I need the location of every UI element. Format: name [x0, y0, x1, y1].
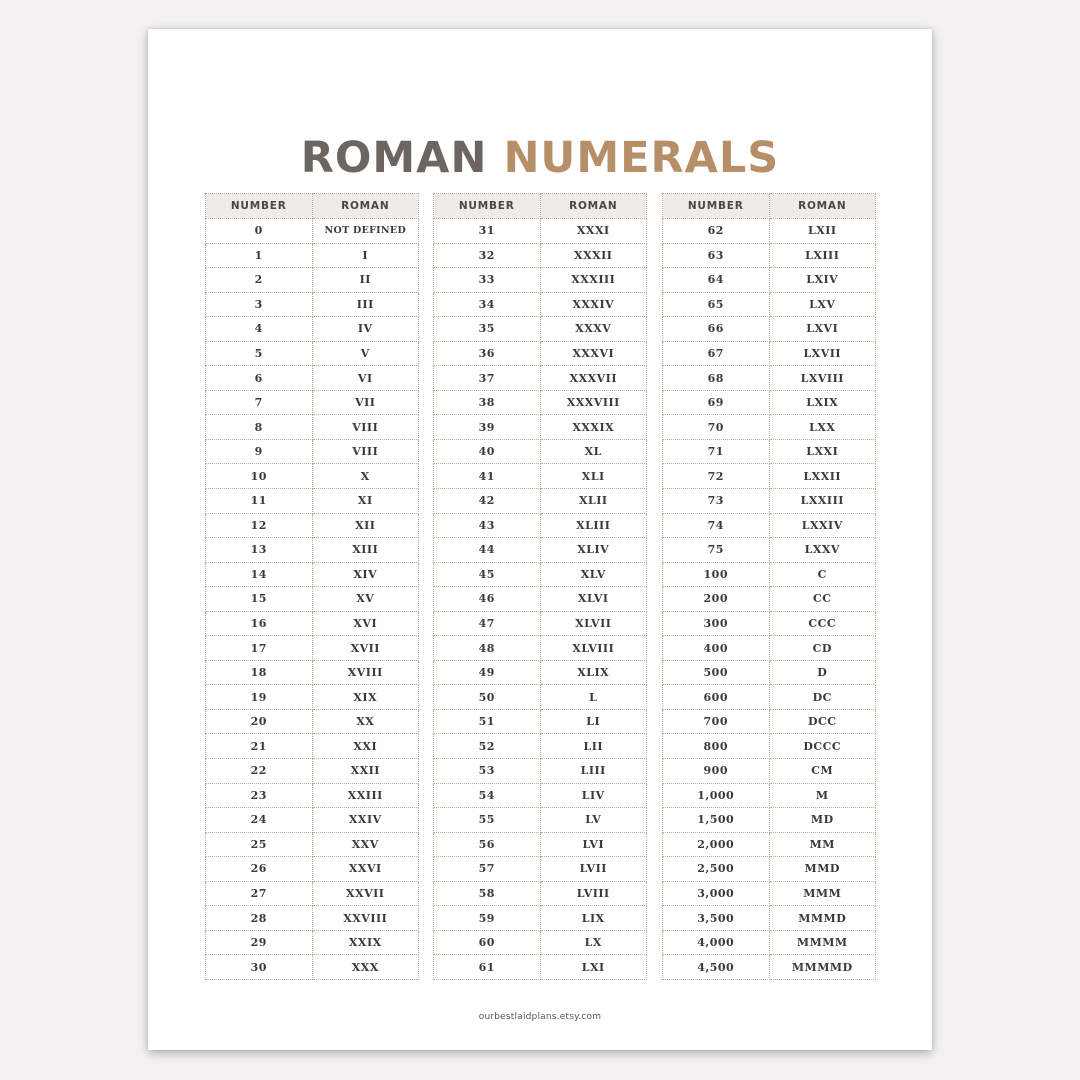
table-row	[434, 587, 647, 612]
number-cell: 200	[663, 587, 770, 612]
numerals-table-1	[205, 193, 419, 980]
roman-cell: XLI	[540, 464, 647, 489]
roman-cell: XVI	[312, 611, 419, 636]
roman-cell: LXXIII	[769, 489, 876, 514]
number-cell: 52	[434, 734, 541, 759]
number-column-header: NUMBER	[663, 194, 770, 219]
number-cell: 6	[206, 366, 313, 391]
table-row	[206, 292, 419, 317]
number-cell: 100	[663, 562, 770, 587]
roman-cell: CD	[769, 636, 876, 661]
number-cell: 4	[206, 317, 313, 342]
table-row	[663, 930, 876, 955]
roman-cell: LII	[540, 734, 647, 759]
number-cell: 20	[206, 709, 313, 734]
number-cell: 800	[663, 734, 770, 759]
numerals-table-3	[662, 193, 876, 980]
number-cell: 3,500	[663, 906, 770, 931]
roman-cell: XLIII	[540, 513, 647, 538]
table-row	[663, 783, 876, 808]
number-cell: 17	[206, 636, 313, 661]
number-cell: 26	[206, 857, 313, 882]
roman-cell: LXII	[769, 219, 876, 244]
number-cell: 51	[434, 709, 541, 734]
number-cell: 9	[206, 439, 313, 464]
roman-cell: LXI	[540, 955, 647, 980]
roman-column-header: ROMAN	[312, 194, 419, 219]
number-cell: 24	[206, 808, 313, 833]
number-cell: 27	[206, 881, 313, 906]
number-cell: 73	[663, 489, 770, 514]
roman-cell: LVIII	[540, 881, 647, 906]
number-cell: 13	[206, 538, 313, 563]
number-column-header: NUMBER	[206, 194, 313, 219]
number-cell: 18	[206, 660, 313, 685]
table-row	[434, 268, 647, 293]
roman-cell: DCCC	[769, 734, 876, 759]
roman-cell: XXIII	[312, 783, 419, 808]
table-row	[663, 341, 876, 366]
roman-cell: VI	[312, 366, 419, 391]
roman-cell: LXV	[769, 292, 876, 317]
number-cell: 45	[434, 562, 541, 587]
roman-cell: XXXI	[540, 219, 647, 244]
number-cell: 71	[663, 439, 770, 464]
table-row	[663, 587, 876, 612]
table-row	[434, 243, 647, 268]
table-row	[434, 219, 647, 244]
roman-cell: LXVIII	[769, 366, 876, 391]
roman-cell: XV	[312, 587, 419, 612]
roman-cell: XVII	[312, 636, 419, 661]
number-cell: 67	[663, 341, 770, 366]
table-row	[434, 464, 647, 489]
table-row	[663, 439, 876, 464]
roman-cell: NOT DEFINED	[312, 219, 419, 244]
table-row	[663, 562, 876, 587]
roman-cell: MMMMD	[769, 955, 876, 980]
number-cell: 5	[206, 341, 313, 366]
table-row	[434, 611, 647, 636]
roman-cell: XVIII	[312, 660, 419, 685]
number-cell: 48	[434, 636, 541, 661]
table-row	[434, 955, 647, 980]
roman-cell: XLVIII	[540, 636, 647, 661]
number-cell: 38	[434, 390, 541, 415]
number-cell: 36	[434, 341, 541, 366]
table-header-row	[206, 194, 419, 219]
number-cell: 31	[434, 219, 541, 244]
roman-cell: XXXV	[540, 317, 647, 342]
table-row	[663, 538, 876, 563]
roman-cell: XLIV	[540, 538, 647, 563]
roman-cell: IV	[312, 317, 419, 342]
roman-cell: MMM	[769, 881, 876, 906]
number-cell: 43	[434, 513, 541, 538]
roman-cell: C	[769, 562, 876, 587]
table-row	[206, 759, 419, 784]
roman-cell: XXXVIII	[540, 390, 647, 415]
number-cell: 46	[434, 587, 541, 612]
table-row	[434, 489, 647, 514]
roman-cell: XXXIX	[540, 415, 647, 440]
table-row	[434, 636, 647, 661]
number-cell: 63	[663, 243, 770, 268]
roman-cell: CM	[769, 759, 876, 784]
table-row	[206, 439, 419, 464]
number-cell: 300	[663, 611, 770, 636]
number-cell: 4,500	[663, 955, 770, 980]
number-cell: 3	[206, 292, 313, 317]
table-row	[663, 832, 876, 857]
number-cell: 4,000	[663, 930, 770, 955]
table-row	[206, 709, 419, 734]
roman-cell: V	[312, 341, 419, 366]
roman-cell: XIX	[312, 685, 419, 710]
table-row	[663, 636, 876, 661]
table-row	[434, 685, 647, 710]
table-row	[206, 611, 419, 636]
roman-cell: VII	[312, 390, 419, 415]
table-row	[434, 513, 647, 538]
number-cell: 37	[434, 366, 541, 391]
roman-cell: X	[312, 464, 419, 489]
number-cell: 29	[206, 930, 313, 955]
roman-cell: LXXII	[769, 464, 876, 489]
table-row	[663, 390, 876, 415]
table-row	[663, 685, 876, 710]
roman-cell: XXIX	[312, 930, 419, 955]
roman-cell: LX	[540, 930, 647, 955]
roman-cell: XLV	[540, 562, 647, 587]
table-row	[434, 857, 647, 882]
table-row	[663, 906, 876, 931]
roman-cell: XXVI	[312, 857, 419, 882]
table-row	[663, 513, 876, 538]
table-row	[663, 243, 876, 268]
roman-cell: XLVII	[540, 611, 647, 636]
roman-cell: DC	[769, 685, 876, 710]
roman-cell: XXI	[312, 734, 419, 759]
roman-cell: XIII	[312, 538, 419, 563]
roman-cell: LXX	[769, 415, 876, 440]
number-cell: 1	[206, 243, 313, 268]
number-cell: 61	[434, 955, 541, 980]
table-row	[663, 366, 876, 391]
number-cell: 64	[663, 268, 770, 293]
number-cell: 19	[206, 685, 313, 710]
roman-cell: XLIX	[540, 660, 647, 685]
table-row	[434, 709, 647, 734]
roman-cell: CC	[769, 587, 876, 612]
document-page	[148, 29, 932, 1050]
roman-cell: III	[312, 292, 419, 317]
roman-column-header: ROMAN	[540, 194, 647, 219]
number-cell: 32	[434, 243, 541, 268]
roman-cell: XXX	[312, 955, 419, 980]
number-cell: 2	[206, 268, 313, 293]
title-word-roman: ROMAN	[300, 133, 488, 183]
table-row	[434, 562, 647, 587]
roman-cell: LIII	[540, 759, 647, 784]
number-cell: 1,500	[663, 808, 770, 833]
number-cell: 69	[663, 390, 770, 415]
number-cell: 10	[206, 464, 313, 489]
table-row	[206, 587, 419, 612]
table-row	[434, 759, 647, 784]
number-cell: 34	[434, 292, 541, 317]
roman-column-header: ROMAN	[769, 194, 876, 219]
roman-cell: LVI	[540, 832, 647, 857]
number-cell: 75	[663, 538, 770, 563]
roman-cell: XII	[312, 513, 419, 538]
number-cell: 50	[434, 685, 541, 710]
number-cell: 68	[663, 366, 770, 391]
number-cell: 55	[434, 808, 541, 833]
number-cell: 41	[434, 464, 541, 489]
table-row	[434, 292, 647, 317]
table-row	[434, 906, 647, 931]
number-cell: 44	[434, 538, 541, 563]
roman-cell: MMMD	[769, 906, 876, 931]
roman-cell: XXVII	[312, 881, 419, 906]
number-cell: 3,000	[663, 881, 770, 906]
table-row	[434, 660, 647, 685]
table-row	[206, 930, 419, 955]
table-row	[663, 219, 876, 244]
number-cell: 22	[206, 759, 313, 784]
table-row	[434, 341, 647, 366]
table-row	[663, 660, 876, 685]
number-cell: 0	[206, 219, 313, 244]
table-row	[206, 489, 419, 514]
number-cell: 60	[434, 930, 541, 955]
table-row	[434, 317, 647, 342]
table-row	[663, 464, 876, 489]
number-cell: 47	[434, 611, 541, 636]
page-title	[148, 133, 932, 183]
table-row	[206, 268, 419, 293]
roman-cell: XXIV	[312, 808, 419, 833]
number-cell: 16	[206, 611, 313, 636]
roman-cell: XLII	[540, 489, 647, 514]
table-row	[663, 881, 876, 906]
table-row	[434, 366, 647, 391]
roman-cell: LXVI	[769, 317, 876, 342]
roman-cell: MD	[769, 808, 876, 833]
roman-cell: MM	[769, 832, 876, 857]
number-cell: 58	[434, 881, 541, 906]
roman-cell: LXIII	[769, 243, 876, 268]
number-cell: 72	[663, 464, 770, 489]
roman-cell: D	[769, 660, 876, 685]
number-cell: 12	[206, 513, 313, 538]
number-cell: 8	[206, 415, 313, 440]
roman-cell: XXXVII	[540, 366, 647, 391]
roman-cell: CCC	[769, 611, 876, 636]
number-cell: 49	[434, 660, 541, 685]
roman-cell: XXXVI	[540, 341, 647, 366]
roman-cell: VIII	[312, 415, 419, 440]
number-cell: 74	[663, 513, 770, 538]
table-row	[663, 268, 876, 293]
number-cell: 15	[206, 587, 313, 612]
roman-cell: XXII	[312, 759, 419, 784]
roman-cell: XXXIV	[540, 292, 647, 317]
number-cell: 42	[434, 489, 541, 514]
number-cell: 2,500	[663, 857, 770, 882]
table-row	[434, 439, 647, 464]
table-row	[663, 611, 876, 636]
table-header-row	[434, 194, 647, 219]
roman-cell: VIII	[312, 439, 419, 464]
roman-cell: XLVI	[540, 587, 647, 612]
number-cell: 57	[434, 857, 541, 882]
number-cell: 23	[206, 783, 313, 808]
number-cell: 700	[663, 709, 770, 734]
table-row	[663, 415, 876, 440]
number-cell: 70	[663, 415, 770, 440]
table-row	[206, 808, 419, 833]
roman-cell: LXIX	[769, 390, 876, 415]
roman-cell: LXXV	[769, 538, 876, 563]
number-cell: 400	[663, 636, 770, 661]
table-row	[206, 857, 419, 882]
roman-cell: M	[769, 783, 876, 808]
table-row	[206, 219, 419, 244]
table-row	[206, 464, 419, 489]
number-cell: 25	[206, 832, 313, 857]
number-cell: 2,000	[663, 832, 770, 857]
roman-cell: LIX	[540, 906, 647, 931]
table-row	[434, 390, 647, 415]
table-row	[434, 930, 647, 955]
roman-cell: LV	[540, 808, 647, 833]
table-row	[663, 489, 876, 514]
table-row	[206, 538, 419, 563]
roman-cell: MMD	[769, 857, 876, 882]
table-row	[206, 317, 419, 342]
number-cell: 66	[663, 317, 770, 342]
number-cell: 53	[434, 759, 541, 784]
table-row	[434, 538, 647, 563]
number-cell: 35	[434, 317, 541, 342]
number-cell: 14	[206, 562, 313, 587]
roman-cell: XL	[540, 439, 647, 464]
table-row	[434, 734, 647, 759]
roman-cell: XXVIII	[312, 906, 419, 931]
table-row	[434, 881, 647, 906]
roman-cell: II	[312, 268, 419, 293]
number-cell: 7	[206, 390, 313, 415]
roman-cell: XXV	[312, 832, 419, 857]
table-row	[663, 292, 876, 317]
number-cell: 11	[206, 489, 313, 514]
roman-cell: XIV	[312, 562, 419, 587]
table-row	[206, 881, 419, 906]
number-cell: 33	[434, 268, 541, 293]
number-cell: 56	[434, 832, 541, 857]
table-row	[206, 636, 419, 661]
roman-cell: LI	[540, 709, 647, 734]
table-row	[206, 243, 419, 268]
table-row	[663, 709, 876, 734]
number-cell: 600	[663, 685, 770, 710]
table-row	[663, 759, 876, 784]
roman-cell: LVII	[540, 857, 647, 882]
number-cell: 900	[663, 759, 770, 784]
numerals-table-2	[433, 193, 647, 980]
number-cell: 1,000	[663, 783, 770, 808]
table-row	[206, 783, 419, 808]
table-row	[206, 906, 419, 931]
table-row	[206, 390, 419, 415]
table-row	[663, 808, 876, 833]
table-row	[206, 513, 419, 538]
table-row	[206, 341, 419, 366]
table-row	[434, 415, 647, 440]
table-row	[434, 783, 647, 808]
number-cell: 500	[663, 660, 770, 685]
number-cell: 54	[434, 783, 541, 808]
roman-cell: LIV	[540, 783, 647, 808]
table-row	[434, 808, 647, 833]
table-row	[663, 955, 876, 980]
table-row	[663, 317, 876, 342]
table-row	[206, 415, 419, 440]
table-row	[206, 685, 419, 710]
number-cell: 65	[663, 292, 770, 317]
number-cell: 30	[206, 955, 313, 980]
roman-cell: XXXIII	[540, 268, 647, 293]
table-row	[663, 857, 876, 882]
number-cell: 62	[663, 219, 770, 244]
number-cell: 21	[206, 734, 313, 759]
roman-cell: XI	[312, 489, 419, 514]
table-row	[206, 734, 419, 759]
table-row	[206, 955, 419, 980]
roman-cell: XX	[312, 709, 419, 734]
table-header-row	[663, 194, 876, 219]
table-row	[206, 832, 419, 857]
roman-cell: LXIV	[769, 268, 876, 293]
roman-cell: XXXII	[540, 243, 647, 268]
table-row	[206, 660, 419, 685]
roman-cell: LXXI	[769, 439, 876, 464]
roman-cell: LXVII	[769, 341, 876, 366]
table-row	[663, 734, 876, 759]
table-row	[434, 832, 647, 857]
roman-cell: I	[312, 243, 419, 268]
number-cell: 28	[206, 906, 313, 931]
footer-url: ourbestlaidplans.etsy.com	[478, 1012, 602, 1022]
number-cell: 40	[434, 439, 541, 464]
number-cell: 59	[434, 906, 541, 931]
roman-cell: L	[540, 685, 647, 710]
table-row	[206, 366, 419, 391]
title-word-numerals: NUMERALS	[503, 133, 780, 183]
roman-cell: DCC	[769, 709, 876, 734]
number-cell: 39	[434, 415, 541, 440]
roman-cell: LXXIV	[769, 513, 876, 538]
number-column-header: NUMBER	[434, 194, 541, 219]
table-row	[206, 562, 419, 587]
roman-cell: MMMM	[769, 930, 876, 955]
